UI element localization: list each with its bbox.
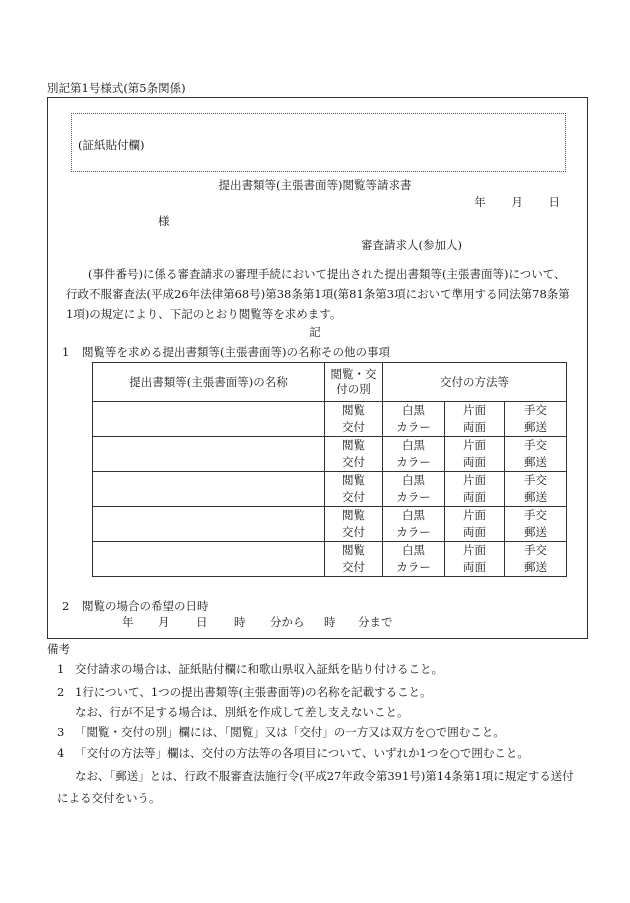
delivery-option[interactable]: 手交	[505, 402, 567, 420]
hour-unit: 時	[234, 615, 246, 629]
note-number: 1	[57, 662, 65, 676]
delivery-option[interactable]: 手交	[505, 542, 567, 560]
date-line[interactable]: 年 月 日	[474, 195, 560, 209]
request-table	[92, 362, 567, 577]
color-option[interactable]: 白黒	[383, 437, 445, 455]
header-type-line2: 付の別	[336, 382, 371, 396]
document-name-cell[interactable]	[93, 402, 325, 437]
table-row	[93, 542, 567, 560]
note-item	[75, 704, 409, 720]
table-row	[93, 507, 567, 525]
note-text: 1行について、1つの提出書類等(主張書面等)の名称を記載すること。	[75, 685, 432, 699]
note-item	[57, 724, 505, 740]
stamp-box[interactable]	[71, 113, 566, 172]
type-option[interactable]: 交付	[325, 454, 383, 472]
side-option[interactable]: 片面	[445, 472, 505, 490]
side-option[interactable]: 片面	[445, 507, 505, 525]
addressee-suffix: 様	[158, 214, 170, 228]
color-option[interactable]: カラー	[383, 489, 445, 507]
color-option[interactable]: 白黒	[383, 472, 445, 490]
delivery-option[interactable]: 郵送	[505, 559, 567, 577]
document-title: 提出書類等(主張書面等)閲覧等請求書	[218, 178, 412, 192]
body-paragraph	[66, 264, 576, 324]
document-name-cell[interactable]	[93, 472, 325, 507]
requester-label: 審査請求人(参加人)	[361, 238, 462, 252]
note-number: 4	[57, 746, 65, 760]
note-item	[57, 745, 529, 761]
type-option[interactable]: 閲覧	[325, 542, 383, 560]
type-option[interactable]: 閲覧	[325, 507, 383, 525]
header-document-name: 提出書類等(主張書面等)の名称	[93, 363, 325, 402]
to-minute-unit: 分まで	[358, 615, 393, 629]
delivery-option[interactable]: 郵送	[505, 489, 567, 507]
side-option[interactable]: 両面	[445, 419, 505, 437]
side-option[interactable]: 片面	[445, 402, 505, 420]
header-type	[325, 363, 383, 402]
document-name-cell[interactable]	[93, 507, 325, 542]
note-item	[57, 684, 432, 700]
delivery-option[interactable]: 郵送	[505, 419, 567, 437]
type-option[interactable]: 閲覧	[325, 402, 383, 420]
side-option[interactable]: 片面	[445, 437, 505, 455]
item2-number: 2	[62, 599, 70, 613]
stamp-label: (証紙貼付欄)	[78, 138, 145, 152]
color-option[interactable]: 白黒	[383, 542, 445, 560]
type-option[interactable]: 交付	[325, 524, 383, 542]
color-option[interactable]: カラー	[383, 454, 445, 472]
item1-number: 1	[62, 345, 70, 359]
delivery-option[interactable]: 手交	[505, 507, 567, 525]
table-row	[93, 472, 567, 490]
notes-title: 備考	[47, 642, 70, 656]
to-hour-unit: 時	[324, 615, 336, 629]
delivery-option[interactable]: 郵送	[505, 454, 567, 472]
color-option[interactable]: カラー	[383, 419, 445, 437]
body-text: (事件番号)に係る審査請求の審理手続において提出された提出書類等(主張書面等)について、行政不服審査法(平成26年法律第68号)第38条第1項(第81条第3項において準用する同法第78条第1項)の規定により、下記のとおり閲覧等を求めます。	[66, 267, 570, 321]
note-item	[57, 661, 443, 677]
delivery-option[interactable]: 手交	[505, 437, 567, 455]
from-minute-unit: 分から	[270, 615, 305, 629]
type-option[interactable]: 閲覧	[325, 472, 383, 490]
note-text: 「交付の方法等」欄は、交付の方法等の各項目について、いずれか1つを○で囲むこと。	[75, 746, 529, 760]
type-option[interactable]: 閲覧	[325, 437, 383, 455]
note-text: 交付請求の場合は、証紙貼付欄に和歌山県収入証紙を貼り付けること。	[75, 662, 443, 676]
item1-text: 閲覧等を求める提出書類等(主張書面等)の名称その他の事項	[82, 345, 390, 359]
item2-heading	[62, 598, 209, 614]
side-option[interactable]: 両面	[445, 524, 505, 542]
type-option[interactable]: 交付	[325, 489, 383, 507]
side-option[interactable]: 両面	[445, 489, 505, 507]
table-row	[93, 402, 567, 420]
color-option[interactable]: 白黒	[383, 402, 445, 420]
note-text: なお、行が不足する場合は、別紙を作成して差し支えないこと。	[75, 705, 409, 719]
side-option[interactable]: 片面	[445, 542, 505, 560]
header-method: 交付の方法等	[383, 363, 567, 402]
note-text: による交付をいう。	[57, 791, 161, 805]
side-option[interactable]: 両面	[445, 559, 505, 577]
note-item	[75, 768, 574, 784]
form-label: 別記第1号様式(第5条関係)	[47, 81, 186, 95]
day-unit: 日	[196, 615, 208, 629]
item1-heading	[62, 344, 390, 360]
color-option[interactable]: カラー	[383, 559, 445, 577]
color-option[interactable]: カラー	[383, 524, 445, 542]
type-option[interactable]: 交付	[325, 419, 383, 437]
note-text: なお、「郵送」とは、行政不服審査法施行令(平成27年政令第391号)第14条第1項に規定する送付	[75, 769, 574, 783]
color-option[interactable]: 白黒	[383, 507, 445, 525]
header-type-line1: 閲覧・交	[330, 367, 377, 381]
side-option[interactable]: 両面	[445, 454, 505, 472]
ki-heading: 記	[309, 325, 321, 339]
note-text: 「閲覧・交付の別」欄には、「閲覧」又は「交付」の一方又は双方を○で囲むこと。	[75, 725, 505, 739]
document-name-cell[interactable]	[93, 542, 325, 577]
item2-text: 閲覧の場合の希望の日時	[82, 599, 209, 613]
delivery-option[interactable]: 郵送	[505, 524, 567, 542]
year-unit: 年	[122, 615, 134, 629]
type-option[interactable]: 交付	[325, 559, 383, 577]
note-number: 2	[57, 685, 65, 699]
note-number: 3	[57, 725, 65, 739]
document-name-cell[interactable]	[93, 437, 325, 472]
table-row	[93, 437, 567, 455]
datetime-line[interactable]	[122, 614, 393, 630]
note-item	[57, 790, 161, 806]
month-unit: 月	[158, 615, 170, 629]
delivery-option[interactable]: 手交	[505, 472, 567, 490]
